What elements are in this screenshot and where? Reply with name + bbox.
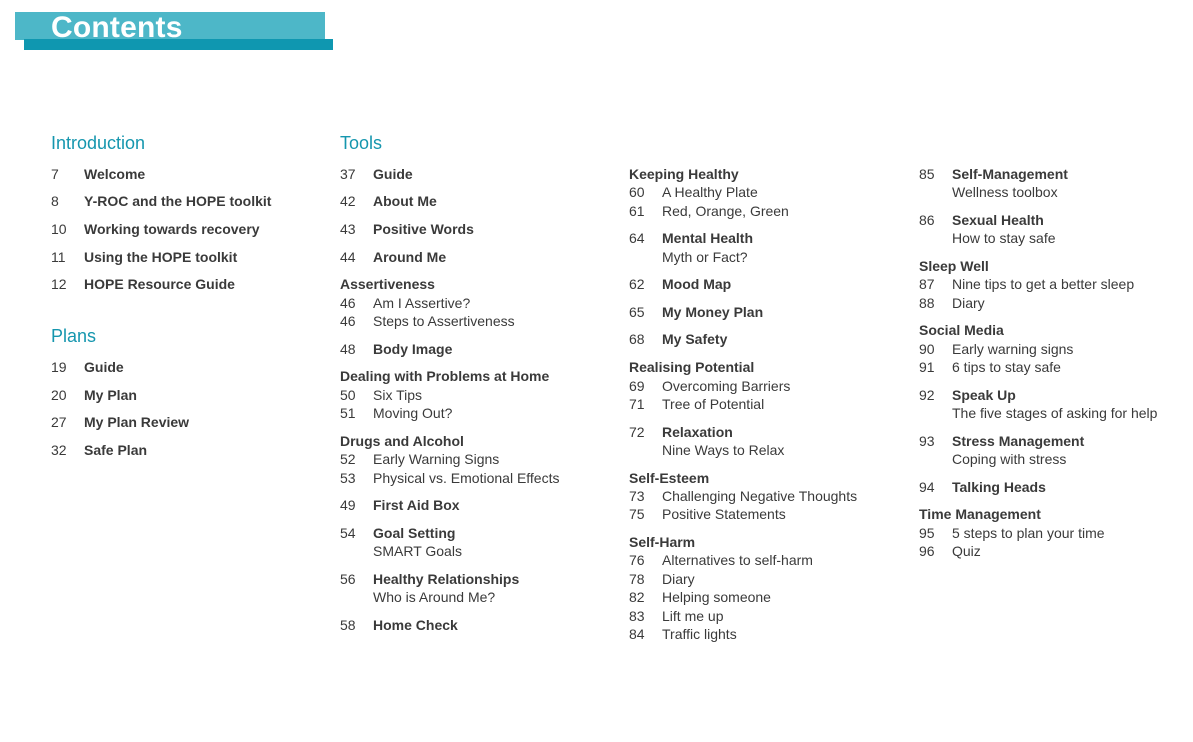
entry-label: Self-Management [952,166,1068,182]
page-number: 86 [919,212,935,228]
entry-label: Guide [84,359,124,375]
page-number: 85 [919,166,935,182]
entry-label: Mental Health [662,230,754,246]
page-number: 53 [340,470,356,486]
page-number: 68 [629,331,645,347]
entry-label: My Plan [84,387,137,403]
page-number: 10 [51,221,67,237]
page-number: 49 [340,497,356,513]
entry-subtitle: Nine Ways to Relax [662,442,785,458]
entry-label: Safe Plan [84,442,148,458]
page-number: 61 [629,203,645,219]
entry-label: Diary [662,571,695,587]
page-number: 92 [919,387,935,403]
entry-label: Sexual Health [952,212,1044,228]
entry-label: Steps to Assertiveness [373,313,515,329]
page-number: 78 [629,571,645,587]
entry-label: Healthy Relationships [373,571,520,587]
page-number: 7 [51,166,59,182]
page-number: 73 [629,488,645,504]
page-number: 82 [629,589,645,605]
page-number: 64 [629,230,645,246]
page-number: 52 [340,451,356,467]
page-number: 87 [919,276,935,292]
page-number: 62 [629,276,645,292]
entry-subtitle: The five stages of asking for help [952,405,1158,421]
page-number: 46 [340,295,356,311]
section-title-introduction: Introduction [51,133,146,153]
entry-subtitle: Wellness toolbox [952,184,1058,200]
entry-subtitle: Coping with stress [952,451,1067,467]
page-number: 93 [919,433,935,449]
page-number: 48 [340,341,356,357]
entry-label: Challenging Negative Thoughts [662,488,858,504]
page-number: 50 [340,387,356,403]
entry-label: Lift me up [662,608,724,624]
entry-label: Goal Setting [373,525,456,541]
entry-label: 6 tips to stay safe [952,359,1061,375]
entry-label: Working towards recovery [84,221,260,237]
entry-label: Relaxation [662,424,733,440]
page-number: 37 [340,166,356,182]
entry-label: Early warning signs [952,341,1074,357]
entry-subtitle: How to stay safe [952,230,1056,246]
page-number: 65 [629,304,645,320]
page-number: 76 [629,552,645,568]
entry-label: First Aid Box [373,497,460,513]
entry-label: HOPE Resource Guide [84,276,235,292]
entry-label: Tree of Potential [662,396,765,412]
entry-label: Stress Management [952,433,1085,449]
page-number: 84 [629,626,645,642]
page-number: 88 [919,295,935,311]
group-heading: Time Management [919,506,1041,522]
page-number: 83 [629,608,645,624]
page-number: 56 [340,571,356,587]
entry-label: About Me [373,193,437,209]
entry-subtitle: Who is Around Me? [373,589,496,605]
group-heading: Assertiveness [340,276,435,292]
page-number: 8 [51,193,59,209]
page-number: 69 [629,378,645,394]
contents-banner [15,12,335,52]
entry-label: Overcoming Barriers [662,378,791,394]
page-number: 75 [629,506,645,522]
entry-label: Mood Map [662,276,732,292]
page-number: 60 [629,184,645,200]
page-number: 95 [919,525,935,541]
entry-label: Traffic lights [662,626,737,642]
page-number: 71 [629,396,645,412]
page-number: 72 [629,424,645,440]
section-title-tools: Tools [340,133,383,153]
page-number: 51 [340,405,356,421]
entry-label: 5 steps to plan your time [952,525,1105,541]
page-number: 96 [919,543,935,559]
group-heading: Keeping Healthy [629,166,739,182]
entry-label: Body Image [373,341,453,357]
group-heading: Social Media [919,322,1004,338]
entry-label: Alternatives to self-harm [662,552,813,568]
entry-label: Diary [952,295,985,311]
entry-label: Positive Words [373,221,474,237]
entry-label: Around Me [373,249,447,265]
page-number: 42 [340,193,356,209]
entry-label: Nine tips to get a better sleep [952,276,1135,292]
entry-label: Red, Orange, Green [662,203,789,219]
group-heading: Self-Esteem [629,470,710,486]
page-number: 94 [919,479,935,495]
entry-label: Am I Assertive? [373,295,471,311]
entry-label: Y-ROC and the HOPE toolkit [84,193,272,209]
entry-label: A Healthy Plate [662,184,758,200]
entry-label: Welcome [84,166,146,182]
entry-label: Physical vs. Emotional Effects [373,470,560,486]
page-number: 43 [340,221,356,237]
entry-label: Positive Statements [662,506,786,522]
page-number: 27 [51,414,67,430]
page-number: 91 [919,359,935,375]
entry-subtitle: SMART Goals [373,543,462,559]
page-number: 54 [340,525,356,541]
page-number: 12 [51,276,67,292]
entry-label: Guide [373,166,413,182]
group-heading: Dealing with Problems at Home [340,368,550,384]
group-heading: Self-Harm [629,534,696,550]
entry-label: Home Check [373,617,458,633]
page-number: 20 [51,387,67,403]
group-heading: Drugs and Alcohol [340,433,464,449]
page-number: 58 [340,617,356,633]
entry-label: My Safety [662,331,728,347]
section-title-plans: Plans [51,326,97,346]
page-title: Contents [51,11,183,44]
page-number: 11 [51,249,66,265]
page-number: 32 [51,442,67,458]
entry-subtitle: Myth or Fact? [662,249,748,265]
page-number: 46 [340,313,356,329]
page-number: 19 [51,359,67,375]
entry-label: My Plan Review [84,414,190,430]
entry-label: Talking Heads [952,479,1046,495]
entry-label: Moving Out? [373,405,453,421]
entry-label: Helping someone [662,589,771,605]
entry-label: My Money Plan [662,304,764,320]
group-heading: Sleep Well [919,258,989,274]
page-number: 90 [919,341,935,357]
entry-label: Six Tips [373,387,423,403]
entry-label: Speak Up [952,387,1016,403]
group-heading: Realising Potential [629,359,755,375]
entry-label: Quiz [952,543,981,559]
entry-label: Early Warning Signs [373,451,500,467]
page-number: 44 [340,249,356,265]
entry-label: Using the HOPE toolkit [84,249,238,265]
